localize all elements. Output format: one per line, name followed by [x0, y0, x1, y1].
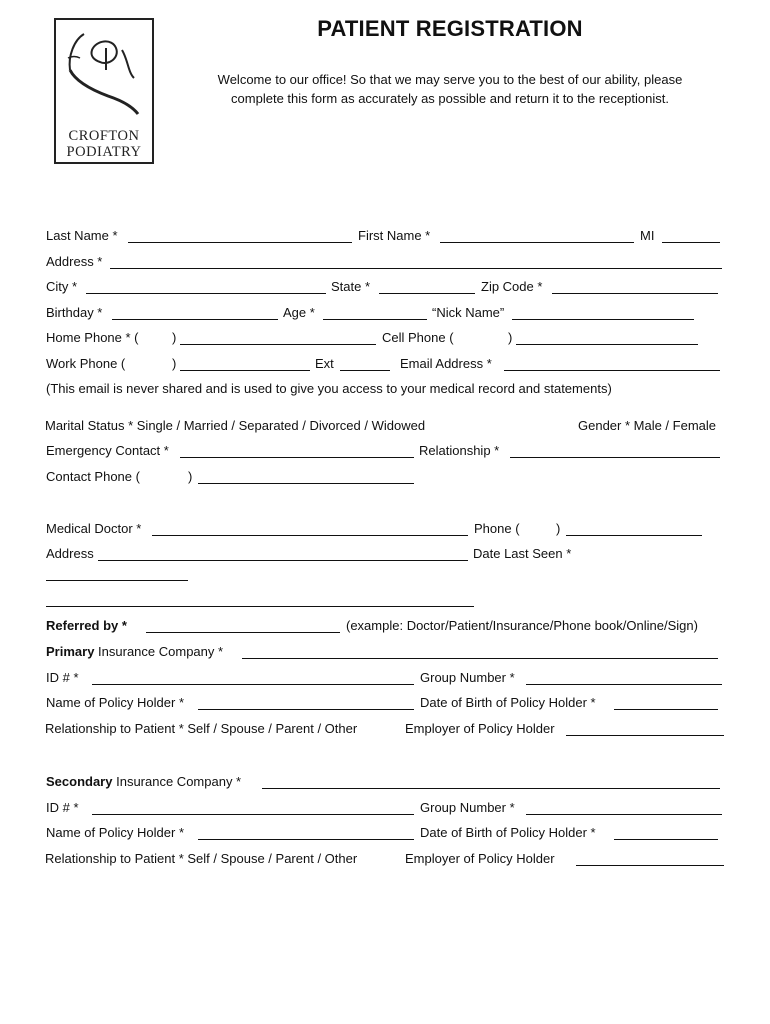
- secondary-employer-label: Employer of Policy Holder: [405, 851, 555, 866]
- marital-row: [0, 416, 770, 436]
- doctor-phone-label: Phone (: [474, 521, 520, 536]
- primary-relationship-label: Relationship to Patient * Self / Spouse / Parent / Other: [45, 721, 358, 736]
- secondary-dob-field[interactable]: [614, 839, 718, 840]
- primary-employer-label: Employer of Policy Holder: [405, 721, 555, 736]
- secondary-id-label: ID # *: [46, 800, 79, 815]
- doctor-row: [0, 519, 770, 539]
- medical-doctor-label: Medical Doctor *: [46, 521, 142, 536]
- logo-line-1: CROFTON: [68, 128, 140, 144]
- referred-example: (example: Doctor/Patient/Insurance/Phone book/Online/Sign): [346, 618, 698, 633]
- relationship-label: Relationship *: [419, 443, 500, 458]
- primary-group-field[interactable]: [526, 684, 722, 685]
- primary-employer-field[interactable]: [566, 735, 724, 736]
- relationship-field[interactable]: [510, 457, 720, 458]
- home-phone-row: [0, 328, 770, 348]
- contact-phone-close-paren: ): [188, 469, 193, 484]
- age-field[interactable]: [323, 319, 427, 320]
- primary-company-field[interactable]: [242, 658, 718, 659]
- mi-field[interactable]: [662, 242, 720, 243]
- emergency-contact-label: Emergency Contact *: [46, 443, 169, 458]
- email-note-row: [0, 379, 770, 399]
- secondary-company-label: Secondary Insurance Company *: [46, 774, 242, 789]
- birthday-field[interactable]: [112, 319, 278, 320]
- address-row: [0, 252, 770, 272]
- primary-dob-label: Date of Birth of Policy Holder *: [420, 695, 596, 710]
- cell-phone-field[interactable]: [516, 344, 698, 345]
- primary-holder-field[interactable]: [198, 709, 414, 710]
- doctor-phone-field[interactable]: [566, 535, 702, 536]
- date-last-seen-field[interactable]: [46, 580, 188, 581]
- secondary-employer-field[interactable]: [576, 865, 724, 866]
- email-field[interactable]: [504, 370, 720, 371]
- marital-status-label: Marital Status * Single / Married / Separated / Divorced / Widowed: [45, 418, 426, 433]
- secondary-company-row: [0, 772, 770, 792]
- state-label: State *: [331, 279, 371, 294]
- primary-company-row: [0, 642, 770, 662]
- address-field[interactable]: [110, 268, 722, 269]
- city-field[interactable]: [86, 293, 326, 294]
- secondary-holder-label: Name of Policy Holder *: [46, 825, 184, 840]
- mi-label: MI: [640, 228, 655, 243]
- email-note: (This email is never shared and is used to give you access to your medical record and statements): [46, 381, 612, 396]
- work-phone-field[interactable]: [180, 370, 310, 371]
- secondary-company-field[interactable]: [262, 788, 720, 789]
- birthday-label: Birthday *: [46, 305, 103, 320]
- cell-phone-close-paren: ): [508, 330, 513, 345]
- birthday-row: [0, 303, 770, 323]
- primary-holder-label: Name of Policy Holder *: [46, 695, 184, 710]
- primary-group-label: Group Number *: [420, 670, 515, 685]
- secondary-holder-row: [0, 823, 770, 843]
- doctor-address-line-2[interactable]: [46, 606, 474, 607]
- primary-company-label: Primary Insurance Company *: [46, 644, 224, 659]
- referred-row: [0, 616, 770, 636]
- zip-label: Zip Code *: [481, 279, 543, 294]
- nick-name-field[interactable]: [512, 319, 694, 320]
- page-title: PATIENT REGISTRATION: [317, 16, 583, 41]
- primary-id-field[interactable]: [92, 684, 414, 685]
- home-phone-field[interactable]: [180, 344, 376, 345]
- primary-id-row: [0, 668, 770, 688]
- emergency-contact-field[interactable]: [180, 457, 414, 458]
- doctor-address-field[interactable]: [98, 560, 468, 561]
- date-last-seen-label: Date Last Seen *: [473, 546, 572, 561]
- work-phone-label: Work Phone (: [46, 356, 126, 371]
- doctor-phone-close-paren: ): [556, 521, 561, 536]
- name-row: [0, 226, 770, 246]
- welcome-line-2: complete this form as accurately as possible and return it to the receptionist.: [231, 91, 669, 106]
- cell-phone-label: Cell Phone (: [382, 330, 454, 345]
- emergency-row: [0, 441, 770, 461]
- city-label: City *: [46, 279, 78, 294]
- contact-phone-label: Contact Phone (: [46, 469, 140, 484]
- secondary-group-label: Group Number *: [420, 800, 515, 815]
- foot-logo-icon: [62, 26, 148, 118]
- secondary-holder-field[interactable]: [198, 839, 414, 840]
- zip-field[interactable]: [552, 293, 718, 294]
- primary-holder-row: [0, 693, 770, 713]
- welcome-line-1: Welcome to our office! So that we may serve you to the best of our ability, please: [217, 72, 683, 87]
- first-name-field[interactable]: [440, 242, 634, 243]
- work-phone-close-paren: ): [172, 356, 177, 371]
- last-name-field[interactable]: [128, 242, 352, 243]
- nick-name-label: “Nick Name”: [432, 305, 505, 320]
- doctor-address-row: [0, 544, 770, 564]
- ext-label: Ext: [315, 356, 334, 371]
- home-phone-label: Home Phone * (: [46, 330, 139, 345]
- email-label: Email Address *: [400, 356, 492, 371]
- secondary-relationship-label: Relationship to Patient * Self / Spouse / Parent / Other: [45, 851, 358, 866]
- secondary-dob-label: Date of Birth of Policy Holder *: [420, 825, 596, 840]
- primary-dob-field[interactable]: [614, 709, 718, 710]
- address-label: Address *: [46, 254, 103, 269]
- city-row: [0, 277, 770, 297]
- primary-id-label: ID # *: [46, 670, 79, 685]
- logo-line-2: PODIATRY: [66, 144, 142, 160]
- secondary-group-field[interactable]: [526, 814, 722, 815]
- gender-label: Gender * Male / Female: [578, 418, 717, 433]
- crofton-podiatry-logo: [54, 18, 154, 164]
- contact-phone-field[interactable]: [198, 483, 414, 484]
- secondary-id-row: [0, 798, 770, 818]
- state-field[interactable]: [379, 293, 475, 294]
- last-name-label: Last Name *: [46, 228, 118, 243]
- medical-doctor-field[interactable]: [152, 535, 468, 536]
- referred-by-field[interactable]: [146, 632, 340, 633]
- age-label: Age *: [283, 305, 315, 320]
- work-phone-row: [0, 354, 770, 374]
- secondary-id-field[interactable]: [92, 814, 414, 815]
- first-name-label: First Name *: [358, 228, 431, 243]
- referred-by-label: Referred by *: [46, 618, 127, 633]
- doctor-address-label: Address: [46, 546, 94, 561]
- ext-field[interactable]: [340, 370, 390, 371]
- secondary-relationship-row: [0, 849, 770, 869]
- welcome-text: [180, 70, 720, 108]
- primary-relationship-row: [0, 719, 770, 739]
- home-phone-close-paren: ): [172, 330, 177, 345]
- contact-phone-row: [0, 467, 770, 487]
